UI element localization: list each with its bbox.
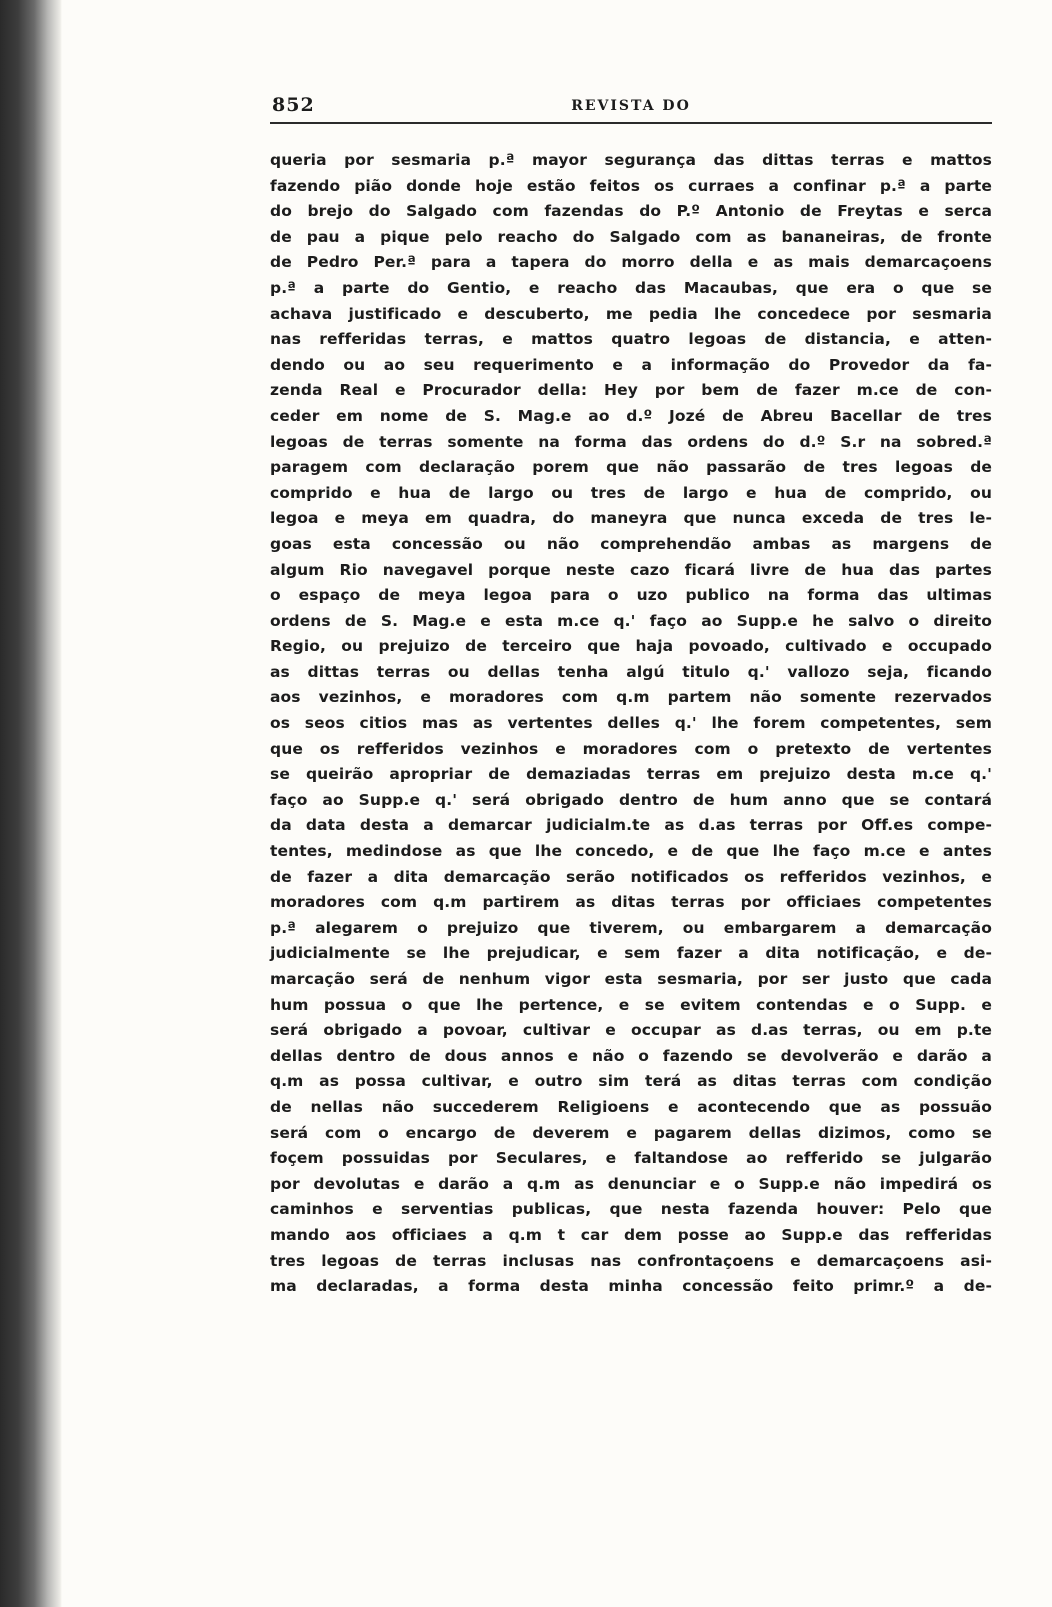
- text-line-20: Regio, ou prejuizo de terceiro que haja povoado, cultivado e occupado: [270, 637, 992, 656]
- text-line-15: legoa e meya em quadra, do maneyra que nunca exceda de tres le-: [270, 509, 992, 528]
- text-line-43: mando aos officiaes a q.m t car dem posse ao Supp.e das refferidas: [270, 1225, 992, 1244]
- text-line-34: hum possua o que lhe pertence, e se evitem contendas e o Supp. e: [270, 995, 992, 1014]
- text-line-23: os seos citios mas as vertentes delles q.' lhe forem competentes, sem: [270, 714, 992, 733]
- page: [270, 92, 992, 1300]
- text-line-36: dellas dentro de dous annos e não o fazendo se devolverão e darão a: [270, 1046, 992, 1065]
- text-line-1: queria por sesmaria p.ª mayor segurança das dittas terras e mattos: [270, 151, 992, 169]
- journal-title: REVISTA DO: [571, 98, 691, 114]
- text-line-7: achava justificado e descuberto, me pedia lhe concedece por sesmaria: [270, 304, 992, 323]
- text-line-42: caminhos e serventias publicas, que nesta fazenda houver: Pelo que: [270, 1200, 992, 1219]
- text-line-28: tentes, medindose as que lhe concedo, e de que lhe faço m.ce e antes: [270, 842, 992, 861]
- text-line-4: de pau a pique pelo reacho do Salgado com as bananeiras, de fronte: [270, 227, 992, 246]
- text-line-12: legoas de terras somente na forma das ordens do d.º S.r na sobred.ª: [270, 432, 992, 451]
- text-line-30: moradores com q.m partirem as ditas terras por officiaes competentes: [270, 893, 992, 912]
- text-line-39: será com o encargo de deverem e pagarem dellas dizimos, como se: [270, 1123, 992, 1142]
- text-line-3: do brejo do Salgado com fazendas do P.º Antonio de Freytas e serca: [270, 202, 992, 221]
- text-line-10: zenda Real e Procurador della: Hey por bem de fazer m.ce de con-: [270, 381, 992, 400]
- text-line-5: de Pedro Per.ª para a tapera do morro della e as mais demarcaçoens: [270, 253, 992, 272]
- text-line-17: algum Rio navegavel porque neste cazo ficará livre de hua das partes: [270, 560, 992, 579]
- text-line-27: da data desta a demarcar judicialm.te as d.as terras por Off.es compe-: [270, 816, 992, 835]
- text-line-44: tres legoas de terras inclusas nas confrontaçoens e demarcaçoens asi-: [270, 1251, 992, 1270]
- text-line-40: foçem possuidas por Seculares, e faltandose ao refferido se julgarão: [270, 1149, 992, 1168]
- text-line-19: ordens de S. Mag.e e esta m.ce q.' faço ao Supp.e he salvo o direito: [270, 611, 992, 630]
- text-line-41: por devolutas e darão a q.m as denunciar e o Supp.e não impedirá os: [270, 1174, 992, 1193]
- text-line-22: aos vezinhos, e moradores com q.m partem não somente rezervados: [270, 688, 992, 707]
- running-head: [270, 92, 992, 124]
- text-line-45: ma declaradas, a forma desta minha concessão feito primr.º a de-: [270, 1277, 992, 1296]
- text-line-26: faço ao Supp.e q.' será obrigado dentro de hum anno que se contará: [270, 790, 992, 809]
- text-line-13: paragem com declaração porem que não passarão de tres legoas de: [270, 458, 992, 477]
- text-line-29: de fazer a dita demarcação serão notificados os refferidos vezinhos, e: [270, 867, 992, 886]
- text-line-25: se queirão apropriar de demaziadas terras em prejuizo desta m.ce q.': [270, 765, 992, 784]
- body-text: [270, 148, 992, 1300]
- text-line-11: ceder em nome de S. Mag.e ao d.º Jozé de Abreu Bacellar de tres: [270, 406, 992, 425]
- text-line-24: que os refferidos vezinhos e moradores com o pretexto de vertentes: [270, 739, 992, 758]
- text-line-38: de nellas não succederem Religioens e acontecendo que as possuão: [270, 1097, 992, 1116]
- text-line-6: p.ª a parte do Gentio, e reacho das Macaubas, que era o que se: [270, 278, 992, 297]
- text-line-2: fazendo pião donde hoje estão feitos os curraes a confinar p.ª a parte: [270, 176, 992, 195]
- text-line-35: será obrigado a povoar, cultivar e occupar as d.as terras, ou em p.te: [270, 1021, 992, 1040]
- text-line-9: dendo ou ao seu requerimento e a informação do Provedor da fa-: [270, 355, 992, 374]
- text-line-8: nas refferidas terras, e mattos quatro legoas de distancia, e atten-: [270, 330, 992, 349]
- text-line-14: comprido e hua de largo ou tres de largo e hua de comprido, ou: [270, 483, 992, 502]
- scan-binding-edge: [0, 0, 62, 1607]
- text-line-21: as dittas terras ou dellas tenha algú titulo q.' vallozo seja, ficando: [270, 662, 992, 681]
- text-line-37: q.m as possa cultivar, e outro sim terá as ditas terras com condição: [270, 1072, 992, 1091]
- text-line-31: p.ª alegarem o prejuizo que tiverem, ou embargarem a demarcação: [270, 918, 992, 937]
- page-number: 852: [272, 94, 315, 116]
- text-line-33: marcação será de nenhum vigor esta sesmaria, por ser justo que cada: [270, 970, 992, 988]
- text-line-18: o espaço de meya legoa para o uzo publico na forma das ultimas: [270, 586, 992, 605]
- text-line-16: goas esta concessão ou não comprehendão ambas as margens de: [270, 534, 992, 553]
- text-line-32: judicialmente se lhe prejudicar, e sem fazer a dita notificação, e de-: [270, 944, 992, 963]
